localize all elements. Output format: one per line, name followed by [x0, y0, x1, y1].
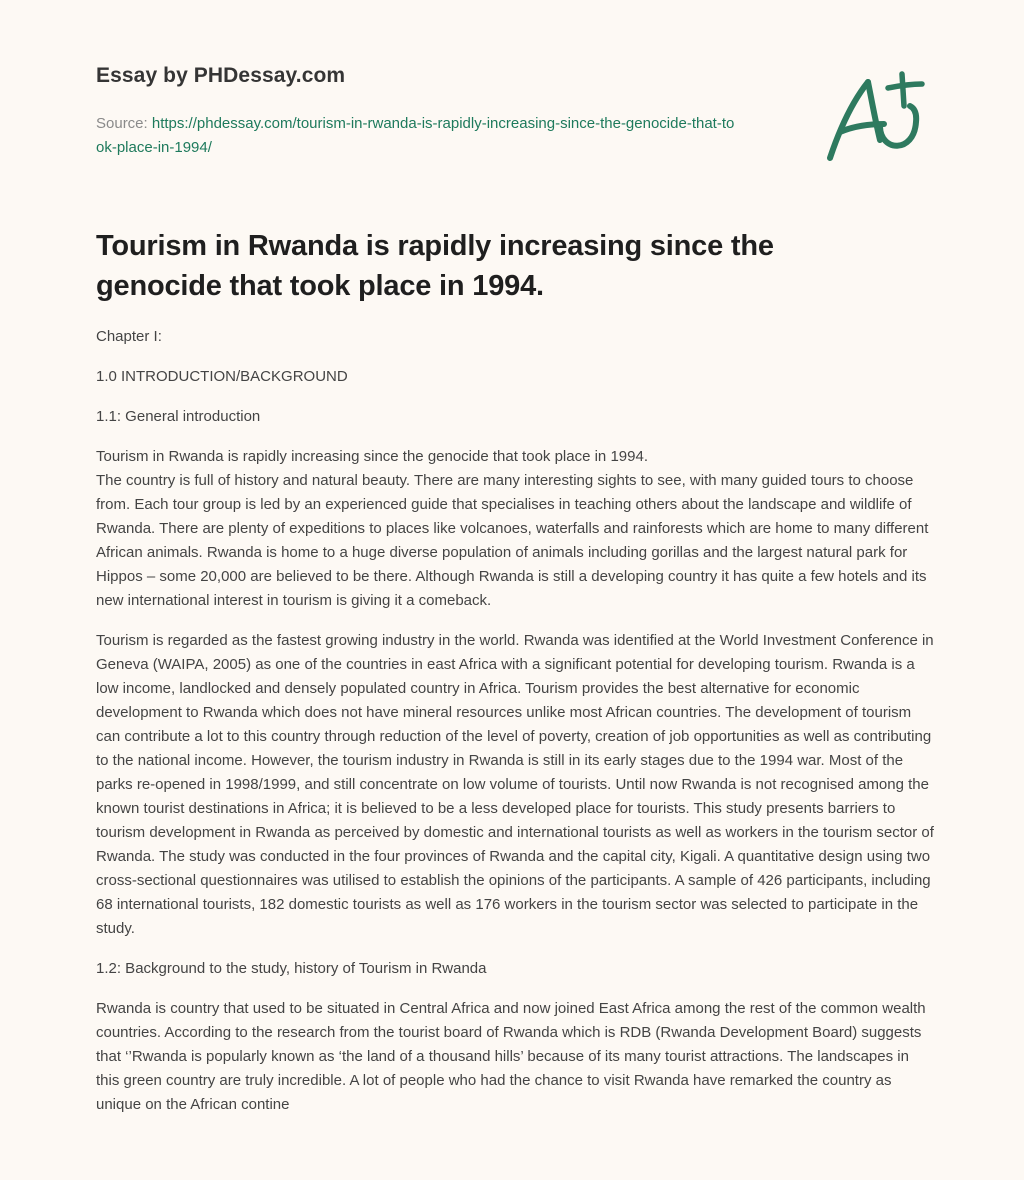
site-title: Essay by PHDessay.com	[96, 64, 346, 87]
source-link[interactable]: https://phdessay.com/tourism-in-rwanda-is-rapidly-increasing-since-the-genocide-that-took-place-in-1994/	[96, 115, 735, 156]
essay-body	[96, 325, 936, 1133]
paragraph-intro-body: The country is full of history and natural beauty. There are many interesting sights to see, with many guided tours to choose from. Each tour group is led by an experienced guide that specialises in teaching others about the landscape and wildlife of Rwanda. There are plenty of expeditions to places like volcanoes, waterfalls and rainforests which are home to many different African animals. Rwanda is home to a huge diverse population of animals including gorillas and the largest natural park for Hippos – some 20,000 are believed to be there. Although Rwanda is still a developing country it has quite a few hotels and its new international interest in tourism is giving it a comeback.	[96, 472, 929, 609]
a-plus-grade-icon	[818, 66, 928, 166]
paragraph-tourism-industry: Tourism is regarded as the fastest growing industry in the world. Rwanda was identified at the World Investment Conference in Geneva (WAIPA, 2005) as one of the countries in east Africa with a significant potential for developing tourism. Rwanda is a low income, landlocked and densely populated country in Africa. Tourism provides the best alternative for economic development to Rwanda which does not have mineral resources unlike most African countries. The development of tourism can contribute a lot to this country through reduction of the level of poverty, creation of job opportunities as well as contributing to the national income. However, the tourism industry in Rwanda is still in its early stages due to the 1994 war. Most of the parks re-opened in 1998/1999, and still concentrate on low volume of tourists. Until now Rwanda is not recognised among the known tourist destinations in Africa; it is believed to be a less developed place for tourists. This study presents barriers to tourism development in Rwanda as perceived by domestic and international tourists as well as workers in the tourism sector of Rwanda. The study was conducted in the four provinces of Rwanda and the capital city, Kigali. A quantitative design using two cross-sectional questionnaires was utilised to establish the opinions of the participants. A sample of 426 participants, including 68 international tourists, 182 domestic tourists as well as 176 workers in the tourism sector was selected to participate in the study.	[96, 632, 934, 937]
source-line	[96, 112, 736, 160]
chapter-label: Chapter I:	[96, 328, 162, 345]
section-heading-1-1: 1.1: General introduction	[96, 408, 261, 425]
section-heading-1-2: 1.2: Background to the study, history of Tourism in Rwanda	[96, 960, 487, 977]
section-heading-1-0: 1.0 INTRODUCTION/BACKGROUND	[96, 368, 348, 385]
essay-title: Tourism in Rwanda is rapidly increasing since the genocide that took place in 1994.	[96, 230, 774, 302]
source-label: Source:	[96, 115, 148, 132]
paragraph-intro-first-line: Tourism in Rwanda is rapidly increasing since the genocide that took place in 1994.	[96, 448, 648, 465]
paragraph-background: Rwanda is country that used to be situated in Central Africa and now joined East Africa among the rest of the common wealth countries. According to the research from the tourist board of Rwanda which is RDB (Rwanda Development Board) suggests that ‘’Rwanda is popularly known as ‘the land of a thousand hills’ because of its many tourist attractions. The landscapes in this green country are truly incredible. A lot of people who had the chance to visit Rwanda have remarked the country as unique on the African contine	[96, 1000, 926, 1113]
paragraph-intro	[96, 445, 936, 613]
